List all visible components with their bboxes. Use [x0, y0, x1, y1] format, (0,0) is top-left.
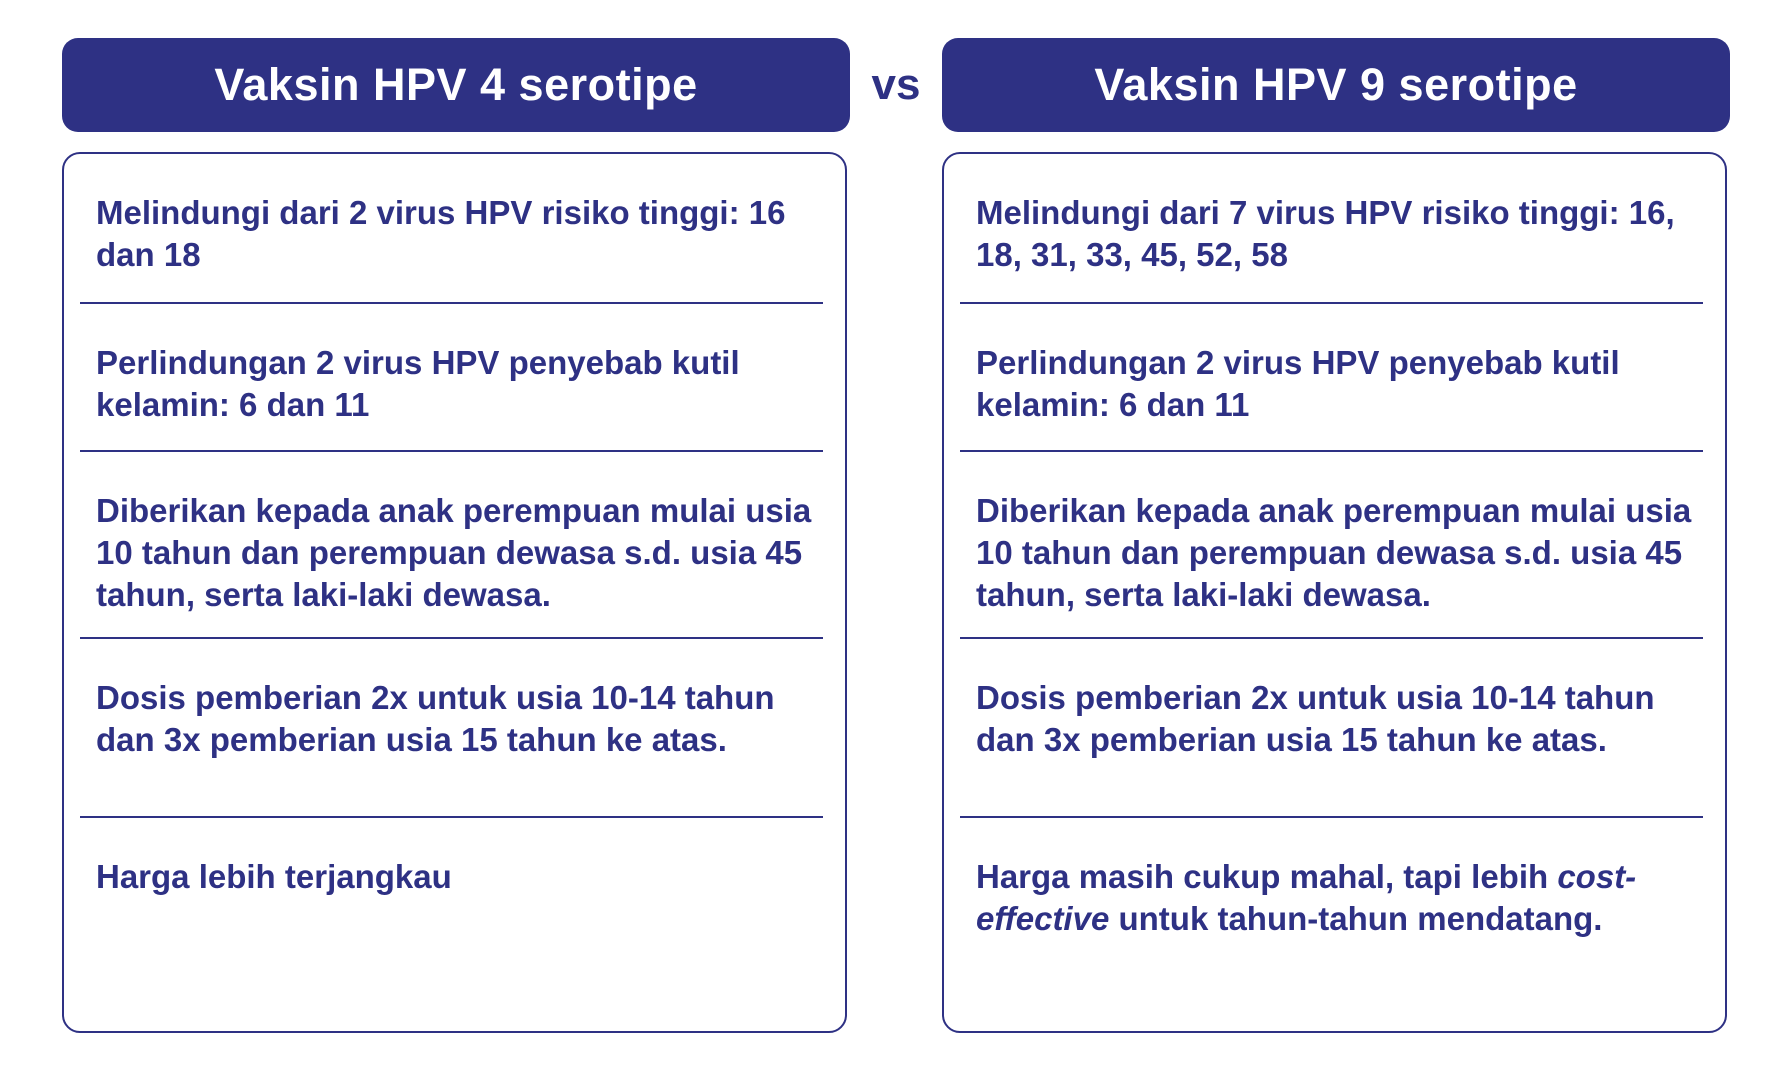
- row-protection-high-risk: Melindungi dari 7 virus HPV risiko tinggi: 16, 18, 31, 33, 45, 52, 58: [960, 154, 1703, 304]
- card-hpv-4-serotipe: [62, 152, 847, 1033]
- row-price: Harga lebih terjangkau: [96, 858, 452, 895]
- row-eligibility: Diberikan kepada anak perempuan mulai usia 10 tahun dan perempuan dewasa s.d. usia 45 tahun, serta laki-laki dewasa.: [80, 452, 823, 639]
- price-text-after: untuk tahun-tahun mendatang.: [1118, 900, 1603, 937]
- row-dosage: Dosis pemberian 2x untuk usia 10-14 tahun dan 3x pemberian usia 15 tahun ke atas.: [80, 639, 823, 818]
- header-hpv-4-serotipe: Vaksin HPV 4 serotipe: [62, 38, 850, 132]
- header-hpv-9-serotipe: Vaksin HPV 9 serotipe: [942, 38, 1730, 132]
- row-protection-high-risk: Melindungi dari 2 virus HPV risiko tinggi: 16 dan 18: [80, 154, 823, 304]
- row-protection-genital-warts: Perlindungan 2 virus HPV penyebab kutil kelamin: 6 dan 11: [80, 304, 823, 452]
- price-text-before: Harga masih cukup mahal, tapi lebih: [976, 858, 1549, 895]
- vs-label: vs: [871, 60, 921, 109]
- price-text-italic: cost-effective: [976, 858, 1637, 937]
- row-protection-genital-warts: Perlindungan 2 virus HPV penyebab kutil kelamin: 6 dan 11: [960, 304, 1703, 452]
- row-price: [960, 818, 1703, 1018]
- card-hpv-9-serotipe: [942, 152, 1727, 1033]
- row-dosage: Dosis pemberian 2x untuk usia 10-14 tahun dan 3x pemberian usia 15 tahun ke atas.: [960, 639, 1703, 818]
- row-eligibility: Diberikan kepada anak perempuan mulai usia 10 tahun dan perempuan dewasa s.d. usia 45 tahun, serta laki-laki dewasa.: [960, 452, 1703, 639]
